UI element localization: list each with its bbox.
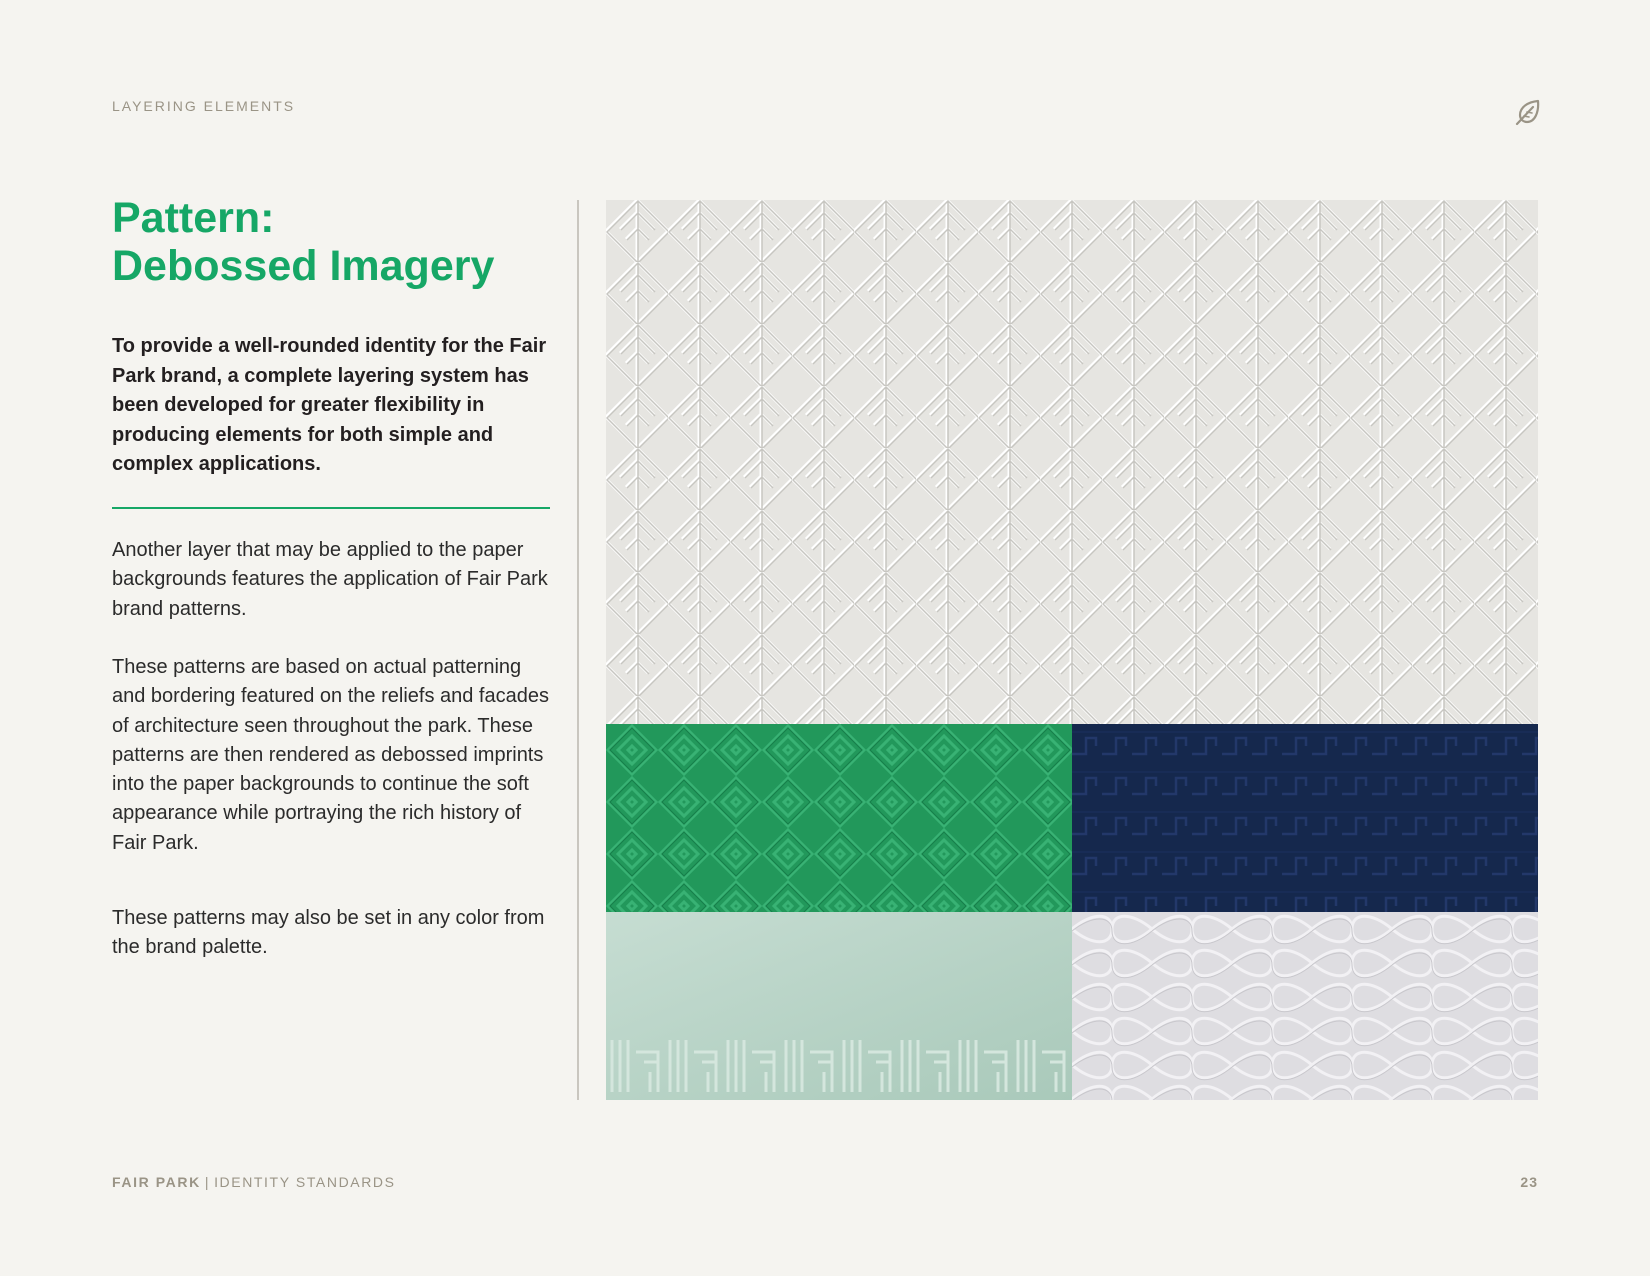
- section-label: LAYERING ELEMENTS: [112, 98, 296, 114]
- footer-separator: |: [204, 1174, 211, 1190]
- green-divider: [112, 507, 550, 509]
- page-number: 23: [1520, 1174, 1538, 1190]
- leaf-icon: [1514, 98, 1542, 126]
- white-debossed-pattern: [606, 200, 1538, 724]
- grey-debossed-pattern: [1072, 912, 1538, 1100]
- navy-debossed-pattern: [1072, 724, 1538, 912]
- body-paragraph-1: Another layer that may be applied to the paper backgrounds features the application of Fair Park brand patterns.: [112, 539, 548, 620]
- green-debossed-pattern: [606, 724, 1072, 912]
- footer-title: [112, 1174, 396, 1190]
- footer-subtitle: IDENTITY STANDARDS: [214, 1174, 396, 1190]
- lead-paragraph: To provide a well-rounded identity for the Fair Park brand, a complete layering system has been developed for greater flexibility in producing elements for both simple and complex applications.: [112, 335, 547, 475]
- page-title: [112, 194, 572, 290]
- body-paragraph-2: These patterns are based on actual patterning and bordering featured on the reliefs and facades of architecture seen throughout the park. These patterns are then rendered as debossed imprints into the paper backgrounds to continue the soft appearance while portraying the rich history of Fair Park.: [112, 656, 549, 854]
- column-divider: [577, 200, 579, 1100]
- title-line-1: Pattern:: [112, 194, 275, 242]
- footer-brand: FAIR PARK: [112, 1174, 201, 1190]
- mint-debossed-pattern: [606, 912, 1072, 1100]
- body-paragraph-3: These patterns may also be set in any color from the brand palette.: [112, 907, 545, 959]
- title-line-2: Debossed Imagery: [112, 242, 495, 290]
